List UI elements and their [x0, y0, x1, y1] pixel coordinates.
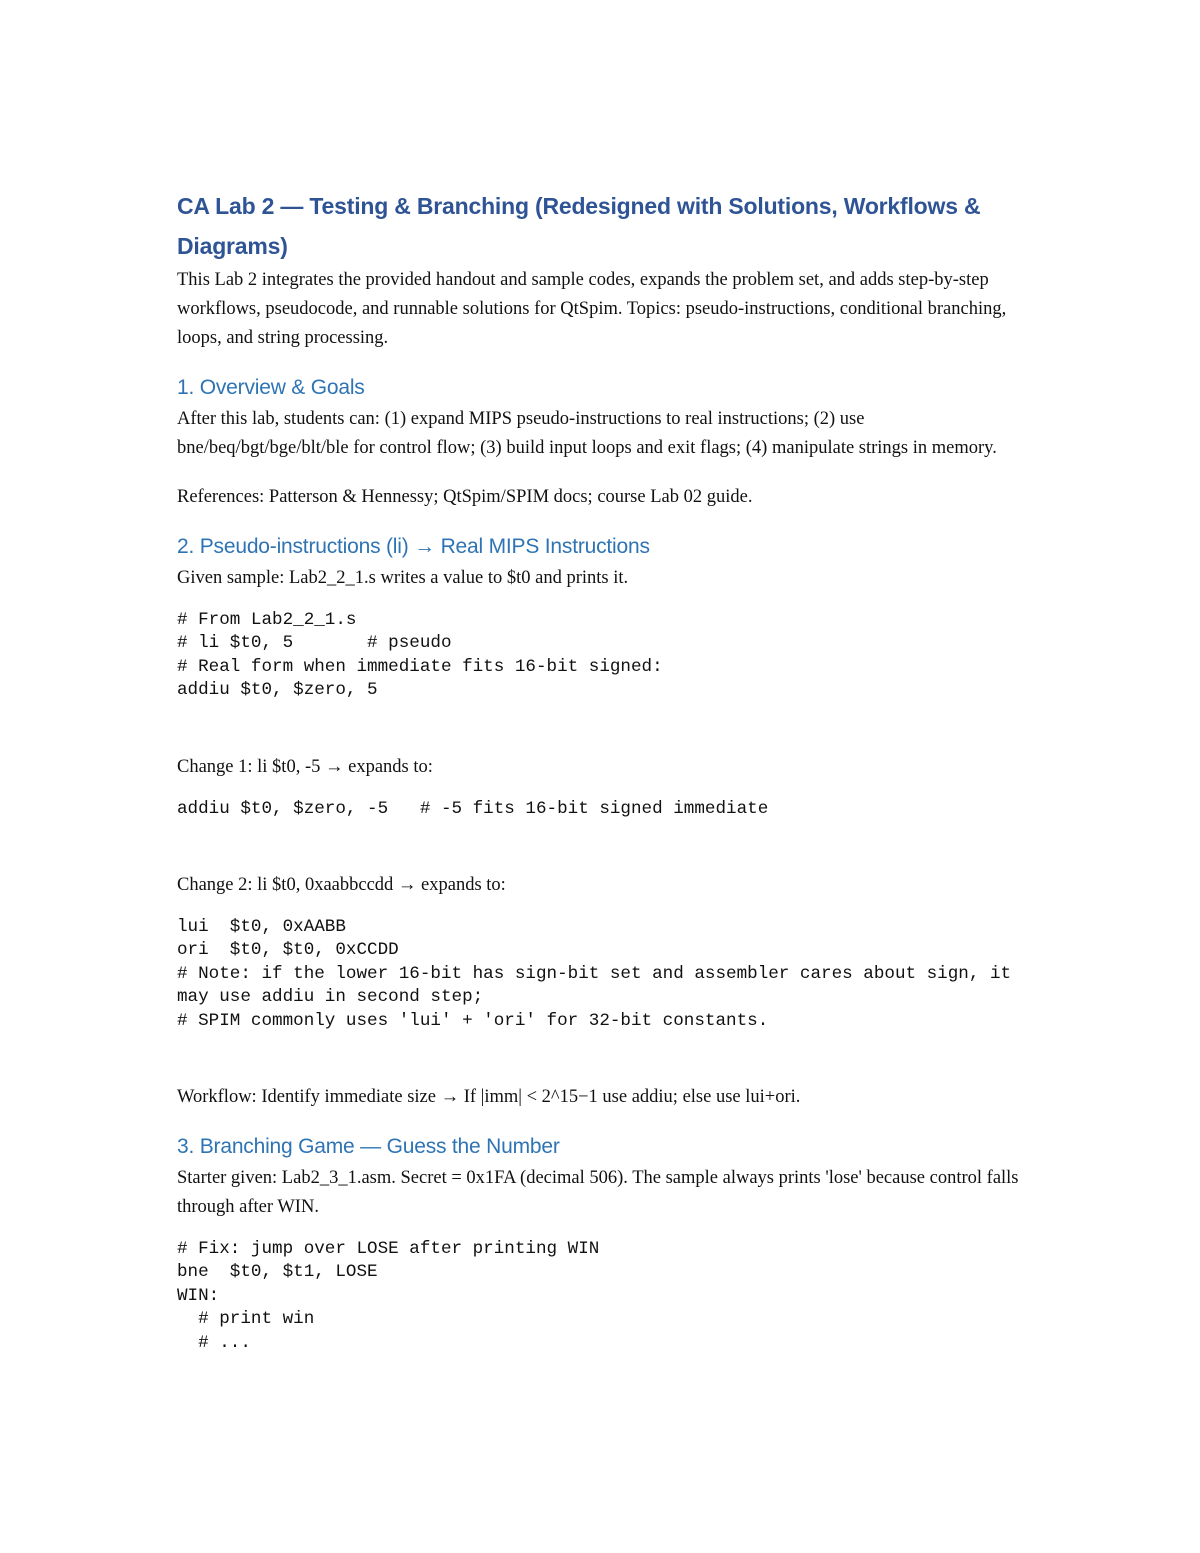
document-title: CA Lab 2 — Testing & Branching (Redesigned with Solutions, Workflows & Diagrams) [177, 193, 981, 259]
document-page [177, 186, 1037, 1355]
goals-paragraph: After this lab, students can: (1) expand MIPS pseudo-instructions to real instructions; (2) use bne/beq/bgt/bge/blt/ble for control flow; (3) build input loops and exit flags; (4) manipulate strings in memory. [177, 409, 997, 458]
intro-paragraph: This Lab 2 integrates the provided handout and sample codes, expands the problem set, and adds step-by-step workflows, pseudocode, and runnable solutions for QtSpim. Topics: pseudo-instructions, conditional branching, loops, and string processing. [177, 270, 1007, 348]
change-2-paragraph: Change 2: li $t0, 0xaabbccdd → expands to: [177, 875, 506, 896]
workflow-paragraph: Workflow: Identify immediate size → If |imm| < 2^15−1 use addiu; else use lui+ori. [177, 1087, 801, 1108]
section-2-heading: 2. Pseudo-instructions (li) → Real MIPS Instructions [177, 535, 650, 558]
code-block-branch-fix: # Fix: jump over LOSE after printing WIN bne $t0, $t1, LOSE WIN: # print win # ... [177, 1239, 600, 1353]
given-sample-paragraph: Given sample: Lab2_2_1.s writes a value to $t0 and prints it. [177, 568, 629, 588]
section-1-heading: 1. Overview & Goals [177, 376, 365, 399]
code-block-change-2: lui $t0, 0xAABB ori $t0, $t0, 0xCCDD # Note: if the lower 16-bit has sign-bit set and assembler cares about sign, it may use addiu in second step; # SPIM commonly uses 'lui' + 'ori' for 32-bit constants. [177, 917, 1012, 1031]
code-block-change-1: addiu $t0, $zero, -5 # -5 fits 16-bit signed immediate [177, 798, 769, 819]
starter-paragraph: Starter given: Lab2_3_1.asm. Secret = 0x1FA (decimal 506). The sample always prints 'lose' because control falls through after WIN. [177, 1168, 1019, 1218]
change-1-paragraph: Change 1: li $t0, -5 → expands to: [177, 756, 433, 777]
references-paragraph: References: Patterson & Hennessy; QtSpim/SPIM docs; course Lab 02 guide. [177, 487, 753, 507]
section-3-heading: 3. Branching Game — Guess the Number [177, 1135, 560, 1159]
code-block-li-expansion: # From Lab2_2_1.s # li $t0, 5 # pseudo # Real form when immediate fits 16-bit signed: addiu $t0, $zero, 5 [177, 610, 663, 701]
